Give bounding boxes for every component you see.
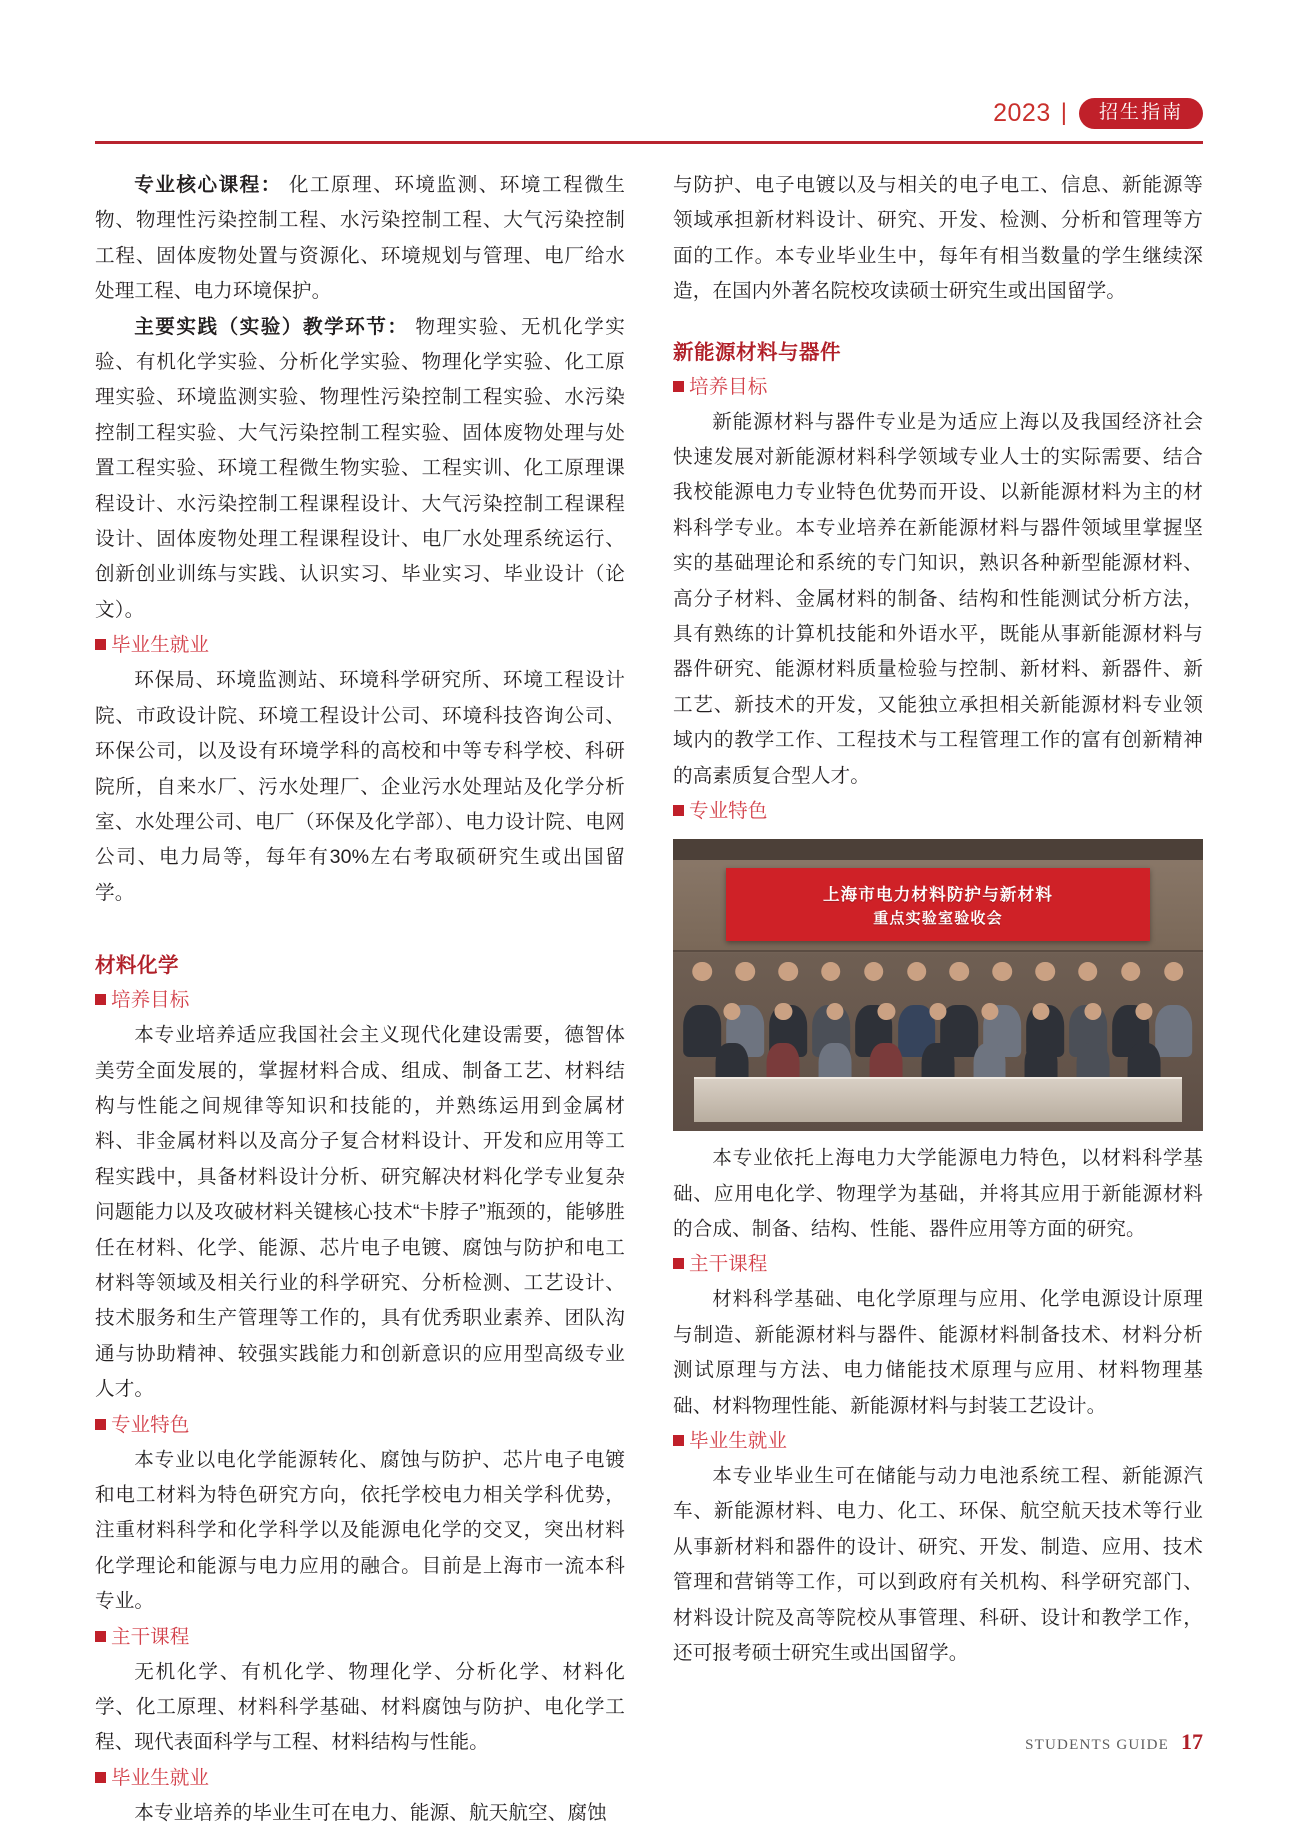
photo-person-head <box>864 962 884 982</box>
header-separator: | <box>1060 99 1067 126</box>
core-courses-lead: 专业核心课程： <box>134 174 282 196</box>
feature-nem-paragraph: 本专业依托上海电力大学能源电力特色，以材料科学基础、应用电化学、物理学为基础，并将其应用于新能源材料的合成、制备、结构、性能、器件应用等方面的研究。 <box>673 1147 1203 1240</box>
employment-nem-paragraph: 本专业毕业生可在储能与动力电池系统工程、新能源汽车、新能源材料、电力、化工、环保、航空航天技术等行业从事新材料和器件的设计、研究、开发、制造、应用、技术管理和营销等工作，可以到政府有关机构、科学研究部门、材料设计院及高等院校从事管理、科研、设计和教学工作，还可报考硕士研究生或出国留学。 <box>673 1464 1203 1664</box>
heading-employment-nem-label: 毕业生就业 <box>689 1429 787 1452</box>
red-square-bullet-icon <box>95 994 106 1005</box>
red-square-bullet-icon <box>673 1435 684 1446</box>
photo-person-head <box>1032 1003 1049 1020</box>
photo-person-head <box>1136 1003 1153 1020</box>
header-guide-pill: 招生指南 <box>1079 98 1203 129</box>
photo-person-head <box>1084 1003 1101 1020</box>
header-year: 2023 <box>993 98 1051 127</box>
photo-person-head <box>1121 962 1141 982</box>
header-divider-rule <box>95 141 1203 144</box>
heading-employment-env <box>95 628 625 663</box>
core-courses-paragraph <box>95 168 625 310</box>
footer-page-number: 17 <box>1181 1729 1203 1754</box>
photo-person-head <box>778 962 798 982</box>
spacer <box>673 310 1203 336</box>
core-courses-text: 化工原理、环境监测、环境工程微生物、物理性污染控制工程、水污染控制工程、大气污染控制工程、固体废物处置与资源化、环境规划与管理、电厂给水处理工程、电力环境保护。 <box>95 174 625 303</box>
objective-nem-paragraph: 新能源材料与器件专业是为适应上海以及我国经济社会快速发展对新能源材料科学领域专业人士的实际需要、结合我校能源电力专业特色优势而开设、以新能源材料为主的材料科学专业。本专业培养在新能源材料与器件领域里掌握坚实的基础理论和系统的专门知识，熟识各种新型能源材料、高分子材料、金属材料的制备、结构和性能测试分析方法，具有熟练的计算机技能和外语水平，既能从事新能源材料与器件研究、能源材料质量检验与控制、新材料、新器件、新工艺、新技术的开发，又能独立承担相关新能源材料专业领域内的教学工作、工程技术与工程管理工作的富有创新精神的高素质复合型人才。 <box>673 410 1203 787</box>
lab-acceptance-group-photo <box>673 839 1203 1131</box>
feature-mc-paragraph: 本专业以电化学能源转化、腐蚀与防护、芯片电子电镀和电工材料为特色研究方向，依托学校电力相关学科优势，注重材料科学和化学科学以及能源电化学的交叉，突出材料化学理论和能源与电力应用的融合。目前是上海市一流本科专业。 <box>95 1448 625 1613</box>
photo-person-head <box>826 1003 843 1020</box>
photo-person-head <box>1078 962 1098 982</box>
photo-person-head <box>981 1003 998 1020</box>
heading-employment-nem <box>673 1424 1203 1459</box>
photo-person-head <box>735 962 755 982</box>
photo-person-head <box>723 1003 740 1020</box>
photo-conference-table <box>694 1077 1182 1123</box>
red-square-bullet-icon <box>95 1631 106 1642</box>
photo-person-head <box>907 962 927 982</box>
heading-courses-mc <box>95 1620 625 1655</box>
heading-feature-mc-label: 专业特色 <box>111 1413 190 1436</box>
photo-person-head <box>929 1003 946 1020</box>
content-columns <box>95 168 1203 1831</box>
practice-paragraph <box>95 310 625 629</box>
heading-courses-mc-label: 主干课程 <box>111 1625 190 1648</box>
photo-person-head <box>775 1003 792 1020</box>
photo-red-banner <box>726 868 1150 941</box>
photo-person-head <box>693 962 713 982</box>
heading-employment-mc <box>95 1761 625 1796</box>
major-title-new-energy-materials: 新能源材料与器件 <box>673 340 841 364</box>
spacer <box>95 911 625 949</box>
employment-mc-paragraph: 本专业培养的毕业生可在电力、能源、航天航空、腐蚀 <box>134 1801 607 1824</box>
heading-courses-nem <box>673 1247 1203 1282</box>
red-square-bullet-icon <box>673 381 684 392</box>
left-column <box>95 168 625 1831</box>
photo-banner-line-1: 上海市电力材料防护与新材料 <box>822 886 1054 905</box>
photo-ceiling <box>673 839 1203 859</box>
photo-person-head <box>950 962 970 982</box>
footer-guide-label: STUDENTS GUIDE <box>1025 1737 1169 1753</box>
heading-employment-env-label: 毕业生就业 <box>111 634 209 657</box>
heading-objective-nem-label: 培养目标 <box>689 375 768 398</box>
page-footer <box>1025 1729 1203 1755</box>
photo-person-head <box>1035 962 1055 982</box>
practice-lead: 主要实践（实验）教学环节： <box>134 315 409 338</box>
red-square-bullet-icon <box>95 1419 106 1430</box>
courses-mc-paragraph: 无机化学、有机化学、物理化学、分析化学、材料化学、化工原理、材料科学基础、材料腐蚀与防护、电化学工程、现代表面科学与工程、材料结构与性能。 <box>95 1660 625 1754</box>
courses-nem-paragraph: 材料科学基础、电化学原理与应用、化学电源设计原理与制造、新能源材料与器件、能源材料制备技术、材料分析测试原理与方法、电力储能技术原理与应用、材料物理基础、材料物理性能、新能源材料与封装工艺设计。 <box>673 1288 1203 1417</box>
heading-objective-mc-label: 培养目标 <box>111 989 190 1012</box>
photo-person-head <box>1164 962 1184 982</box>
major-title-materials-chemistry: 材料化学 <box>95 954 179 978</box>
photo-banner-line-2: 重点实验室验收会 <box>873 910 1003 928</box>
photo-person-head <box>992 962 1012 982</box>
employment-env-paragraph: 环保局、环境监测站、环境科学研究所、环境工程设计院、市政设计院、环境工程设计公司、环境科技咨询公司、环保公司，以及设有环境学科的高校和中等专科学校、科研院所，自来水厂、污水处理厂、企业污水处理站及化学分析室、水处理公司、电厂（环保及化学部）、电力设计院、电网公司、电力局等，每年有30%左右考取硕研究生或出国留学。 <box>95 669 625 904</box>
heading-objective-nem <box>673 370 1203 405</box>
photo-person-head <box>821 962 841 982</box>
red-square-bullet-icon <box>673 805 684 816</box>
heading-feature-nem <box>673 794 1203 829</box>
objective-mc-paragraph: 本专业培养适应我国社会主义现代化建设需要，德智体美劳全面发展的，掌握材料合成、组成、制备工艺、材料结构与性能之间规律等知识和技能的，并熟练运用到金属材料、非金属材料以及高分子复合材料设计、开发和应用等工程实践中，具备材料设计分析、研究解决材料化学专业复杂问题能力以及攻破材料关键核心技术“卡脖子”瓶颈的，能够胜任在材料、化学、能源、芯片电子电镀、腐蚀与防护和电工材料等领域及相关行业的科学研究、分析检测、工艺设计、技术服务和生产管理等工作的，具有优秀职业素养、团队沟通与协助精神、较强实践能力和创新意识的应用型高级专业人才。 <box>95 1024 625 1401</box>
page-header <box>0 96 1298 144</box>
right-column <box>673 168 1203 1831</box>
heading-courses-nem-label: 主干课程 <box>689 1253 768 1276</box>
red-square-bullet-icon <box>95 639 106 650</box>
heading-feature-mc <box>95 1408 625 1443</box>
continuation-paragraph: 与防护、电子电镀以及与相关的电子电工、信息、新能源等领域承担新材料设计、研究、开发、检测、分析和管理等方面的工作。本专业毕业生中，每年有相当数量的学生继续深造，在国内外著名院校攻读硕士研究生或出国留学。 <box>673 174 1203 303</box>
header-badge-group <box>993 96 1203 130</box>
heading-employment-mc-label: 毕业生就业 <box>111 1766 209 1789</box>
heading-objective-mc <box>95 983 625 1018</box>
red-square-bullet-icon <box>673 1258 684 1269</box>
heading-feature-nem-label: 专业特色 <box>689 800 768 823</box>
photo-person-head <box>878 1003 895 1020</box>
red-square-bullet-icon <box>95 1772 106 1783</box>
practice-text: 物理实验、无机化学实验、有机化学实验、分析化学实验、物理化学实验、化工原理实验、环境监测实验、物理性污染控制工程实验、水污染控制工程实验、大气污染控制工程实验、固体废物处理与处置工程实验、环境工程微生物实验、工程实训、化工原理课程设计、水污染控制工程课程设计、大气污染控制工程课程设计、固体废物处理工程课程设计、电厂水处理系统运行、创新创业训练与实践、认识实习、毕业实习、毕业设计（论文）。 <box>95 315 625 621</box>
